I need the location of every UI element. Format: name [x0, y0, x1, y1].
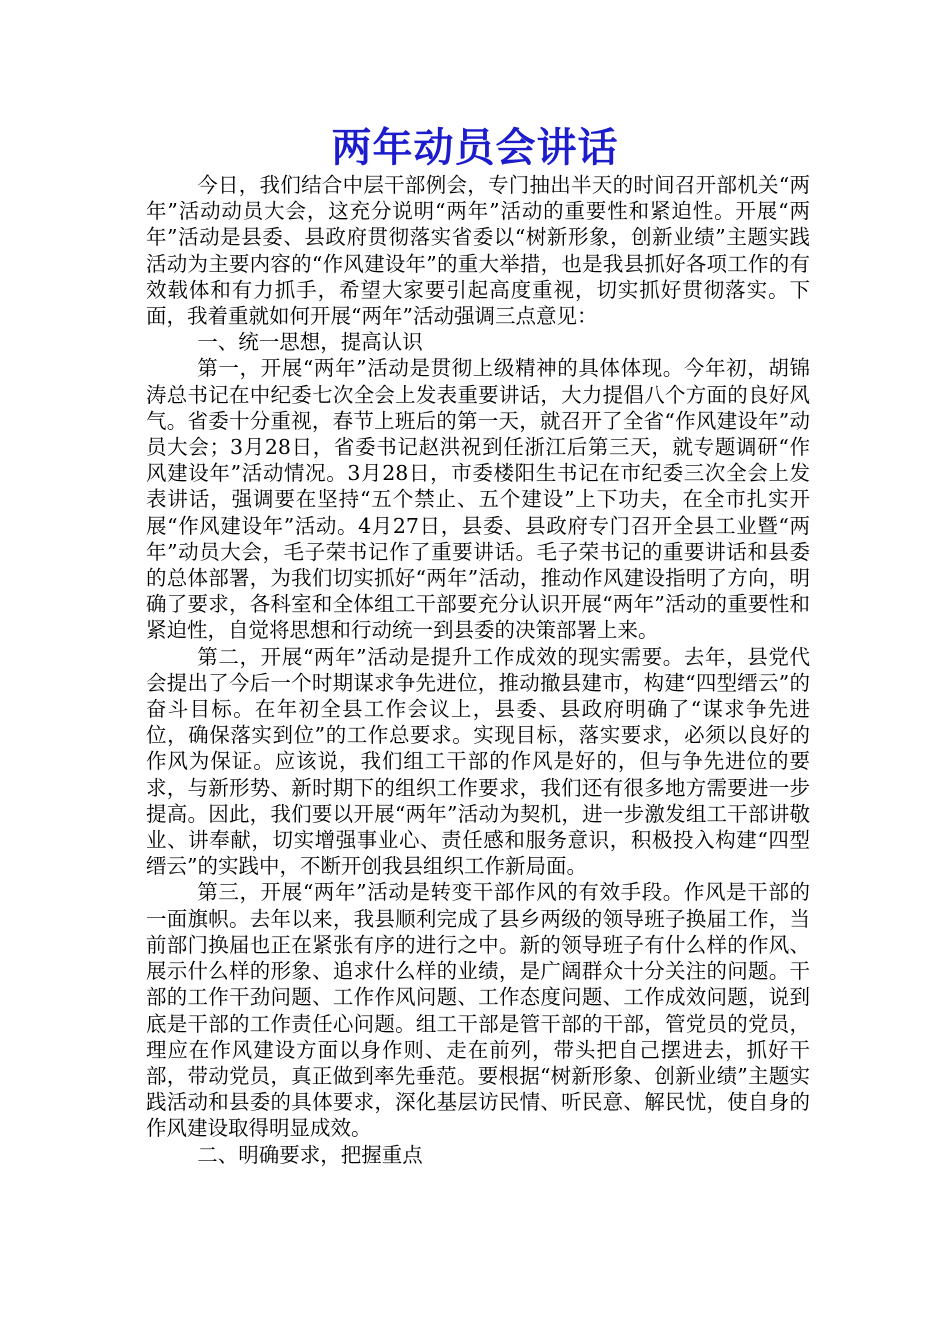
section-heading-1: 一、统一思想，提高认识	[197, 330, 423, 355]
body-paragraph-3: 第三，开展“两年”活动是转变干部作风的有效手段。作风是干部的一面旗帜。去年以来，我县顺利完成了县乡两级的领导班子换届工作，当前部门换届也正在紧张有序的进行之中。新的领导班子有什么样的作风、展示什么样的形象、追求什么样的业绩，是广阔群众十分关注的问题。干部的工作干劲问题、工作作风问题、工作态度问题、工作成效问题，说到底是干部的工作责任心问题。组工干部是管干部的干部，管党员的党员，理应在作风建设方面以身作则、走在前列，带头把自己摆进去，抓好干部，带动党员，真正做到率先垂范。要根据“树新形象、创新业绩”主题实践活动和县委的具体要求，深化基层访民情、听民意、解民忧，使自身的作风建设取得明显成效。	[146, 880, 810, 1141]
intro-paragraph: 今日，我们结合中层干部例会，专门抽出半天的时间召开部机关“两年”活动动员大会，这充分说明“两年”活动的重要性和紧迫性。开展“两年”活动是县委、县政府贯彻落实省委以“树新形象，创新业绩”主题实践活动为主要内容的“作风建设年”的重大举措，也是我县抓好各项工作的有效载体和有力抓手，希望大家要引起高度重视，切实抓好贯彻落实。下面，我着重就如何开展“两年”活动强调三点意见：	[146, 173, 810, 329]
body-paragraph-1: 第一，开展“两年”活动是贯彻上级精神的具体体现。今年初，胡锦涛总书记在中纪委七次全会上发表重要讲话，大力提倡八个方面的良好风气。省委十分重视，春节上班后的第一天，就召开了全省“作风建设年”动员大会；3月28日，省委书记赵洪祝到任浙江后第三天，就专题调研“作风建设年”活动情况。3月28日，市委楼阳生书记在市纪委三次全会上发表讲话，强调要在坚持“五个禁止、五个建设”上下功夫，在全市扎实开展“作风建设年”活动。4月27日，县委、县政府专门召开全县工业暨“两年”动员大会，毛子荣书记作了重要讲话。毛子荣书记的重要讲话和县委的总体部署，为我们切实抓好“两年”活动，推动作风建设指明了方向，明确了要求，各科室和全体组工干部要充分认识开展“两年”活动的重要性和紧迫性，自觉将思想和行动统一到县委的决策部署上来。	[146, 356, 810, 643]
document-title: 两年动员会讲话	[331, 125, 619, 171]
document-body	[146, 172, 810, 1168]
body-paragraph-2: 第二，开展“两年”活动是提升工作成效的现实需要。去年，县党代会提出了今后一个时期谋求争先进位，推动撤县建市，构建“四型缙云”的奋斗目标。在年初全县工作会议上，县委、县政府明确了“谋求争先进位，确保落实到位”的工作总要求。实现目标，落实要求，必须以良好的作风为保证。应该说，我们组工干部的作风是好的，但与争先进位的要求，与新形势、新时期下的组织工作要求，我们还有很多地方需要进一步提高。因此，我们要以开展“两年”活动为契机，进一步激发组工干部讲敬业、讲奉献，切实增强事业心、责任感和服务意识，积极投入构建“四型缙云”的实践中，不断开创我县组织工作新局面。	[146, 644, 810, 879]
section-heading-2: 二、明确要求，把握重点	[197, 1142, 423, 1167]
